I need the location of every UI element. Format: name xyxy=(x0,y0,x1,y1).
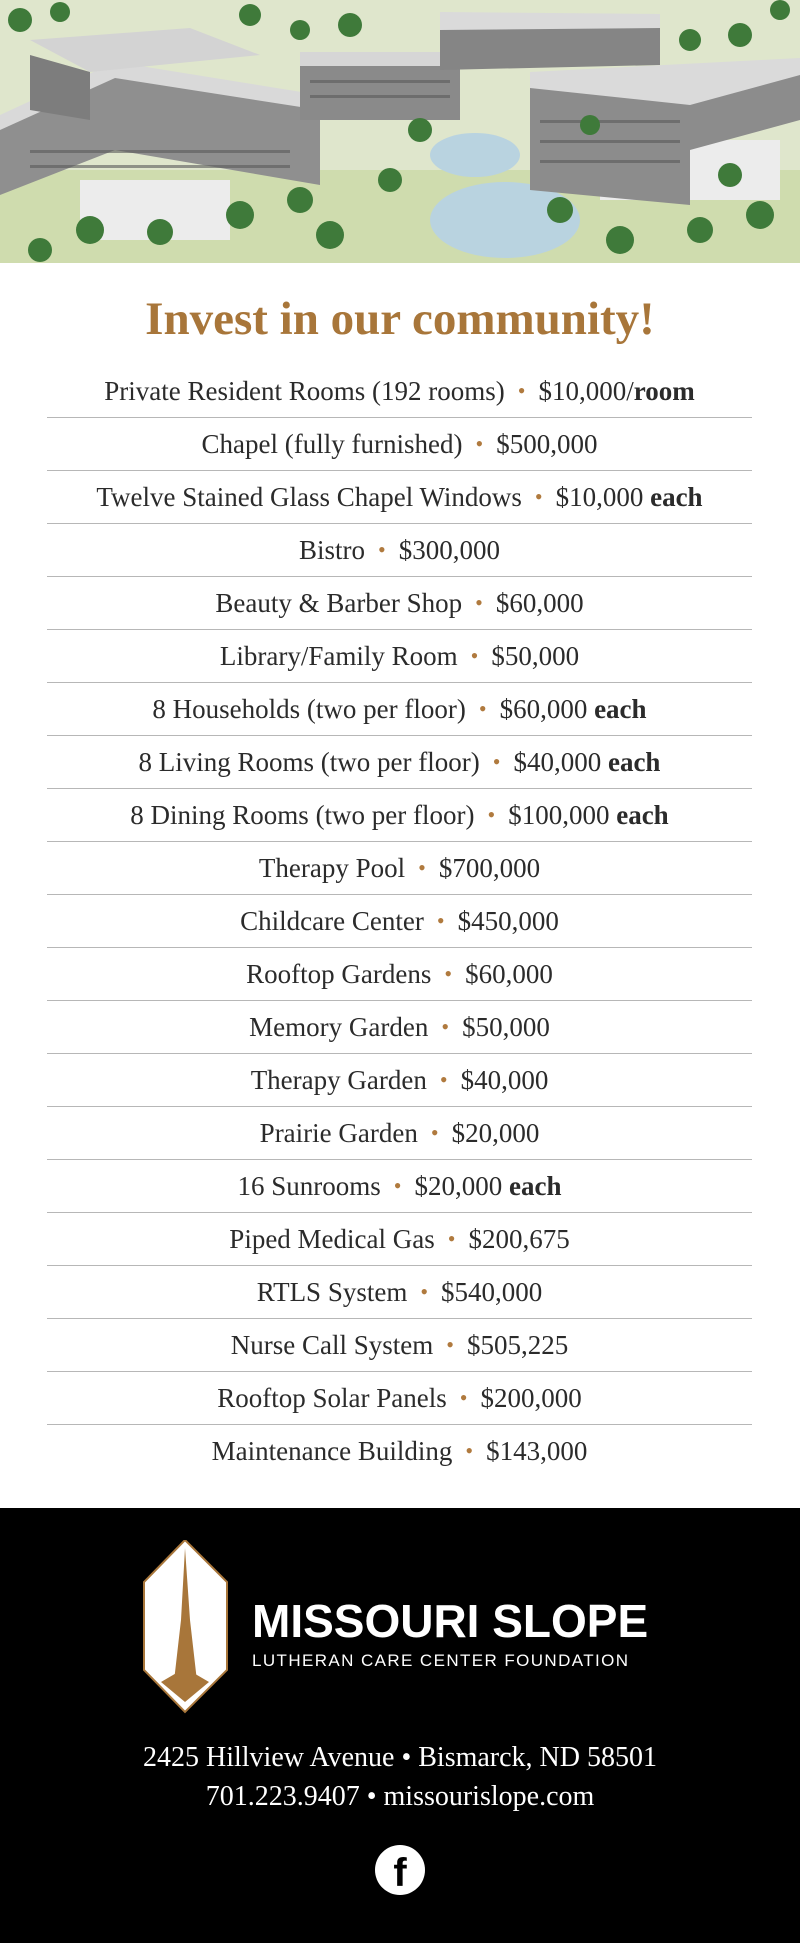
item-price: $100,000 xyxy=(508,799,610,830)
item-price: $50,000 xyxy=(462,1011,550,1042)
item-price: $500,000 xyxy=(496,428,598,459)
item-name: Rooftop Gardens xyxy=(246,958,432,989)
item-price-suffix: each xyxy=(607,746,661,777)
brand-block xyxy=(252,1596,648,1672)
list-item xyxy=(47,736,752,789)
campus-rendering-image xyxy=(0,0,800,263)
item-price: $450,000 xyxy=(457,905,559,936)
bullet-dot-icon: • xyxy=(475,590,483,615)
bullet-dot-icon: • xyxy=(487,802,496,827)
church-steeple-logo-icon xyxy=(143,1540,228,1715)
item-name: Private Resident Rooms (192 rooms) xyxy=(104,375,505,406)
list-item xyxy=(47,1054,752,1107)
item-price: $20,000 xyxy=(414,1170,503,1201)
page-headline: Invest in our community! xyxy=(145,293,655,345)
item-price: $700,000 xyxy=(438,852,541,883)
list-item xyxy=(47,1372,752,1425)
item-name: 16 Sunrooms xyxy=(237,1170,381,1201)
item-price: $40,000 xyxy=(513,746,602,777)
bullet-dot-icon: • xyxy=(447,1226,456,1251)
item-name: RTLS System xyxy=(256,1276,408,1307)
list-item xyxy=(47,630,752,683)
list-item xyxy=(47,895,752,948)
bullet-dot-icon: • xyxy=(378,537,386,562)
item-price-suffix: each xyxy=(509,1170,562,1201)
bullet-dot-icon: • xyxy=(465,1438,474,1463)
item-price: $200,000 xyxy=(480,1382,582,1413)
item-name: 8 Dining Rooms (two per floor) xyxy=(130,799,475,830)
facebook-icon[interactable] xyxy=(375,1845,425,1895)
list-item xyxy=(47,1425,752,1477)
item-price: $60,000 xyxy=(465,958,553,989)
item-price: $60,000 xyxy=(495,587,584,618)
list-item xyxy=(47,1001,752,1054)
item-name: 8 Living Rooms (two per floor) xyxy=(138,746,480,777)
item-name: Nurse Call System xyxy=(230,1329,434,1360)
bullet-dot-icon: • xyxy=(446,1332,454,1357)
item-price: $300,000 xyxy=(398,534,500,565)
bullet-dot-icon: • xyxy=(444,961,453,986)
brand-name: MISSOURI SLOPE xyxy=(252,1595,649,1647)
item-name: 8 Households (two per floor) xyxy=(152,693,466,724)
bullet-dot-icon: • xyxy=(420,1279,429,1304)
item-price: $10,000 xyxy=(555,481,644,512)
item-name: Prairie Garden xyxy=(259,1117,418,1148)
bullet-dot-icon: • xyxy=(439,1067,448,1092)
item-name: Twelve Stained Glass Chapel Windows xyxy=(96,481,522,512)
list-item xyxy=(47,365,752,418)
bullet-dot-icon: • xyxy=(459,1385,468,1410)
item-price: $200,675 xyxy=(468,1223,570,1254)
item-name: Library/Family Room xyxy=(219,640,458,671)
item-price: $10,000/ xyxy=(538,375,634,406)
list-item xyxy=(47,1213,752,1266)
item-price: $540,000 xyxy=(441,1276,543,1307)
item-price: $60,000 xyxy=(499,693,588,724)
list-item xyxy=(47,948,752,1001)
list-item xyxy=(47,842,752,895)
item-price: $505,225 xyxy=(466,1329,569,1360)
list-item xyxy=(47,1266,752,1319)
item-name: Piped Medical Gas xyxy=(229,1223,435,1254)
item-price-suffix: room xyxy=(633,375,695,406)
bullet-dot-icon: • xyxy=(393,1173,402,1198)
footer-contact[interactable]: 701.223.9407 • missourislope.com xyxy=(205,1781,595,1812)
list-item xyxy=(47,1319,752,1372)
item-price: $50,000 xyxy=(491,640,580,671)
item-price-suffix: each xyxy=(650,481,703,512)
item-name: Maintenance Building xyxy=(211,1435,453,1466)
bullet-dot-icon: • xyxy=(441,1014,450,1039)
item-name: Bistro xyxy=(299,534,366,565)
facebook-glyph: f xyxy=(393,1851,407,1895)
item-price-suffix: each xyxy=(594,693,647,724)
list-item xyxy=(47,683,752,736)
item-name: Therapy Garden xyxy=(250,1064,427,1095)
item-price: $40,000 xyxy=(460,1064,549,1095)
bullet-dot-icon: • xyxy=(534,484,543,509)
item-name: Rooftop Solar Panels xyxy=(217,1382,447,1413)
bullet-dot-icon: • xyxy=(418,855,426,880)
bullet-dot-icon: • xyxy=(430,1120,439,1145)
donation-items-list xyxy=(47,365,752,1477)
list-item xyxy=(47,418,752,471)
bullet-dot-icon: • xyxy=(492,749,501,774)
bullet-dot-icon: • xyxy=(517,378,526,403)
item-name: Beauty & Barber Shop xyxy=(215,587,463,618)
item-price-suffix: each xyxy=(616,799,669,830)
list-item xyxy=(47,471,752,524)
footer-address: 2425 Hillview Avenue • Bismarck, ND 58501 xyxy=(143,1742,657,1773)
list-item xyxy=(47,577,752,630)
bullet-dot-icon: • xyxy=(475,431,484,456)
bullet-dot-icon: • xyxy=(436,908,445,933)
item-price: $20,000 xyxy=(451,1117,540,1148)
item-price: $143,000 xyxy=(486,1435,588,1466)
list-item xyxy=(47,789,752,842)
bullet-dot-icon: • xyxy=(470,643,479,668)
bullet-dot-icon: • xyxy=(478,696,487,721)
item-name: Therapy Pool xyxy=(258,852,406,883)
item-name: Memory Garden xyxy=(249,1011,429,1042)
item-name: Childcare Center xyxy=(240,905,424,936)
item-name: Chapel (fully furnished) xyxy=(201,428,463,459)
list-item xyxy=(47,1107,752,1160)
brand-subtitle: LUTHERAN CARE CENTER FOUNDATION xyxy=(252,1651,630,1670)
list-item xyxy=(47,524,752,577)
list-item xyxy=(47,1160,752,1213)
